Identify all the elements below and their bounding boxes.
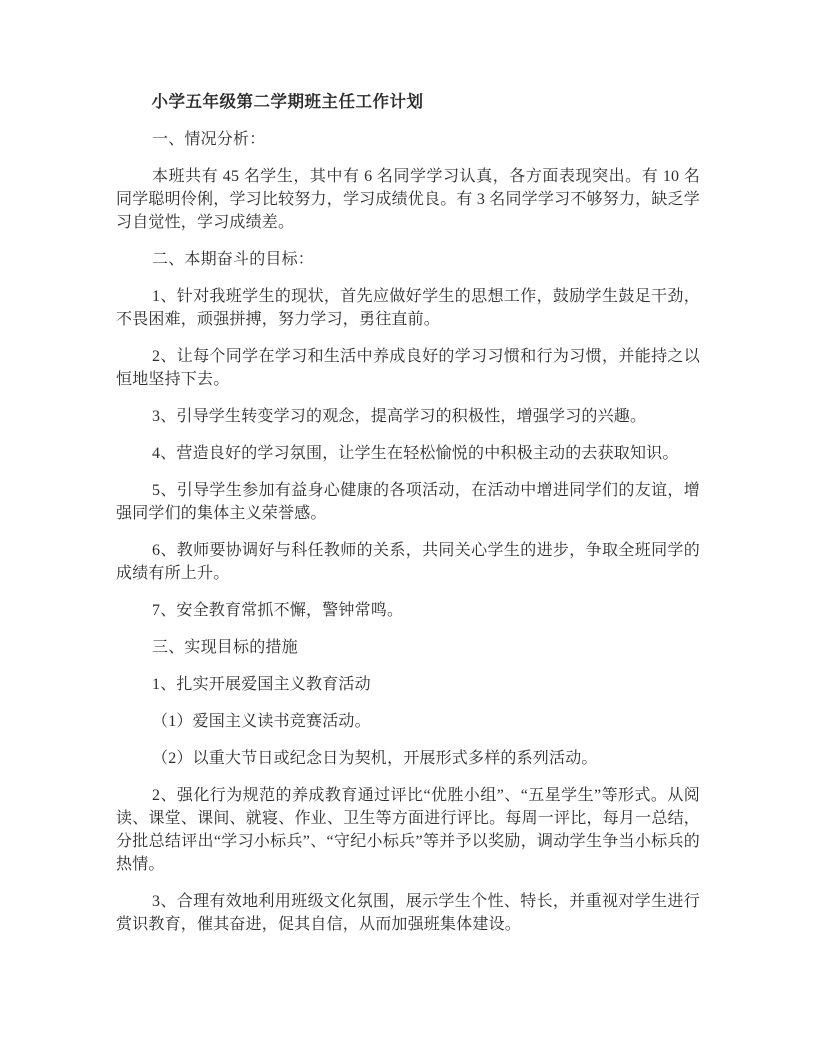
para-goal-7: 7、安全教育常抓不懈，警钟常鸣。 [152, 602, 404, 619]
para-goal-3: 3、引导学生转变学习的观念，提高学习的积极性，增强学习的兴趣。 [152, 408, 647, 425]
para-goal-4: 4、营造良好的学习氛围，让学生在轻松愉悦的中积极主动的去获取知识。 [152, 445, 679, 462]
para-measure-1-sub-1: （1）爱国主义读书竞赛活动。 [152, 713, 371, 730]
para-measure-1: 1、扎实开展爱国主义教育活动 [152, 676, 371, 693]
para-class-overview: 本班共有 45 名学生，其中有 6 名同学学习认真，各方面表现突出。有 10 名同学聪明伶俐，学习比较努力，学习成绩优良。有 3 名同学学习不够努力，缺乏学习自觉性，学习成绩差。 [116, 168, 700, 231]
para-goal-6: 6、教师要协调好与科任教师的关系，共同关心学生的进步，争取全班同学的成绩有所上升。 [116, 542, 700, 582]
para-goal-5: 5、引导学生参加有益身心健康的各项活动，在活动中增进同学们的友谊，增强同学们的集体主义荣誉感。 [116, 482, 700, 522]
para-measure-3: 3、合理有效地利用班级文化氛围，展示学生个性、特长，并重视对学生进行赏识教育，催其奋进，促其自信，从而加强班集体建设。 [116, 893, 700, 933]
section-heading-goals: 二、本期奋斗的目标： [152, 251, 315, 268]
para-measure-1-sub-2: （2）以重大节日或纪念日为契机，开展形式多样的系列活动。 [152, 750, 598, 767]
section-heading-situation-analysis: 一、情况分析： [152, 131, 266, 148]
document-title: 小学五年级第二学期班主任工作计划 [151, 92, 424, 111]
section-heading-measures: 三、实现目标的措施 [152, 639, 298, 656]
para-measure-2: 2、强化行为规范的养成教育通过评比“优胜小组”、“五星学生”等形式。从阅读、课堂、课间、就寝、作业、卫生等方面进行评比。每周一评比，每月一总结，分批总结评出“学习小标兵”、“守纪小标兵”等并予以奖励，调动学生争当小标兵的热情。 [116, 787, 700, 873]
para-goal-2: 2、让每个同学在学习和生活中养成良好的学习习惯和行为习惯，并能持之以恒地坚持下去。 [116, 348, 700, 388]
para-goal-1: 1、针对我班学生的现状，首先应做好学生的思想工作，鼓励学生鼓足干劲，不畏困难，顽强拼搏，努力学习，勇往直前。 [116, 288, 700, 328]
